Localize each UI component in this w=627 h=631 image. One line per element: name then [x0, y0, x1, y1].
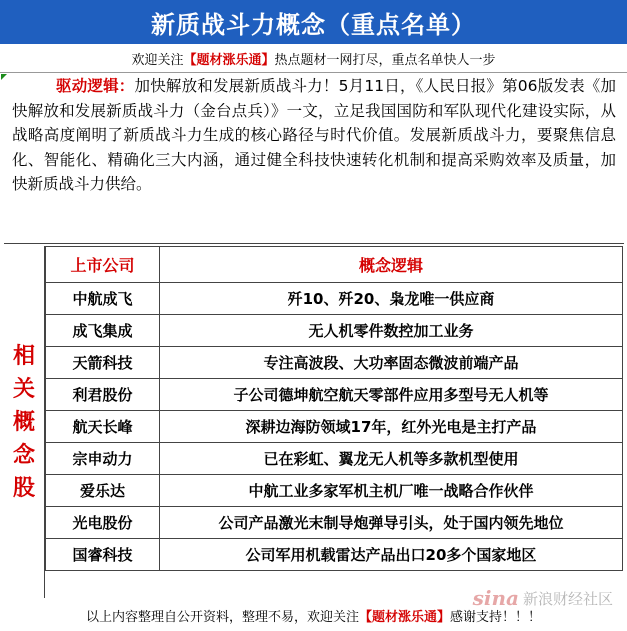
subtitle-prefix: 欢迎关注: [131, 52, 184, 68]
table-row: [46, 507, 623, 539]
subtitle-suffix: 热点题材一网打尽，重点名单快人一步: [274, 52, 496, 68]
footer-brand: 【题材涨乐通】: [358, 609, 450, 625]
logic-cell: 公司军用机载雷达产品出口20多个国家地区: [160, 539, 623, 571]
company-cell: 利君股份: [46, 379, 160, 411]
logic-cell: 专注高波段、大功率固态微波前端产品: [160, 347, 623, 379]
logic-cell: 中航工业多家军机主机厂唯一战略合作伙伴: [160, 475, 623, 507]
driver-logic-label: 驱动逻辑：: [56, 77, 135, 95]
company-cell: 光电股份: [46, 507, 160, 539]
logic-cell: 深耕边海防领域17年，红外光电是主打产品: [160, 411, 623, 443]
side-label-char: 关: [12, 376, 35, 402]
header-logic: 概念逻辑: [160, 247, 623, 283]
driver-logic-text: 加快解放和发展新质战斗力！5月11日，《人民日报》第06版发表《加快解放和发展新质战斗力（金台点兵）》一文，立足我国国防和军队现代化建设实际，从战略高度阐明了新质战斗力生成的核心路径与时代价值。发展新质战斗力，要聚焦信息化、智能化、精确化三大内涵，通过健全科技快速转化机制和提高采购效率及质量，加快新质战斗力供给。: [12, 77, 616, 193]
watermark: [473, 586, 613, 610]
company-cell: 宗申动力: [46, 443, 160, 475]
logic-cell: 子公司德坤航空航天零部件应用多型号无人机等: [160, 379, 623, 411]
concept-table: [45, 246, 623, 571]
table-row: [46, 475, 623, 507]
table-row: [46, 411, 623, 443]
table-row: [46, 315, 623, 347]
logic-cell: 公司产品激光末制导炮弹导引头，处于国内领先地位: [160, 507, 623, 539]
header-company: 上市公司: [46, 247, 160, 283]
sina-logo-icon: sina: [472, 586, 519, 610]
logic-cell: 无人机零件数控加工业务: [160, 315, 623, 347]
table-row: [46, 347, 623, 379]
subtitle: [0, 44, 627, 73]
footer-suffix: 感谢支持！！！: [450, 609, 542, 625]
side-label-char: 念: [12, 442, 35, 468]
table-header-row: [46, 247, 623, 283]
side-label: [4, 246, 45, 598]
table-row: [46, 443, 623, 475]
company-cell: 航天长峰: [46, 411, 160, 443]
table-row: [46, 379, 623, 411]
page-title: 新质战斗力概念（重点名单）: [0, 0, 627, 44]
company-cell: 爱乐达: [46, 475, 160, 507]
side-label-char: 股: [12, 475, 35, 501]
footer-prefix: 以上内容整理自公开资料，整理不易，欢迎关注: [85, 609, 359, 625]
company-cell: 天箭科技: [46, 347, 160, 379]
driver-logic: [4, 74, 624, 244]
subtitle-brand: 【题材涨乐通】: [183, 52, 275, 68]
side-label-char: 相: [12, 343, 35, 369]
side-label-char: 概: [12, 409, 35, 435]
company-cell: 成飞集成: [46, 315, 160, 347]
company-cell: 中航成飞: [46, 283, 160, 315]
logic-cell: 歼10、歼20、枭龙唯一供应商: [160, 283, 623, 315]
watermark-text: 新浪财经社区: [522, 589, 613, 608]
company-cell: 国睿科技: [46, 539, 160, 571]
table-row: [46, 283, 623, 315]
logic-cell: 已在彩虹、翼龙无人机等多款机型使用: [160, 443, 623, 475]
table-row: [46, 539, 623, 571]
